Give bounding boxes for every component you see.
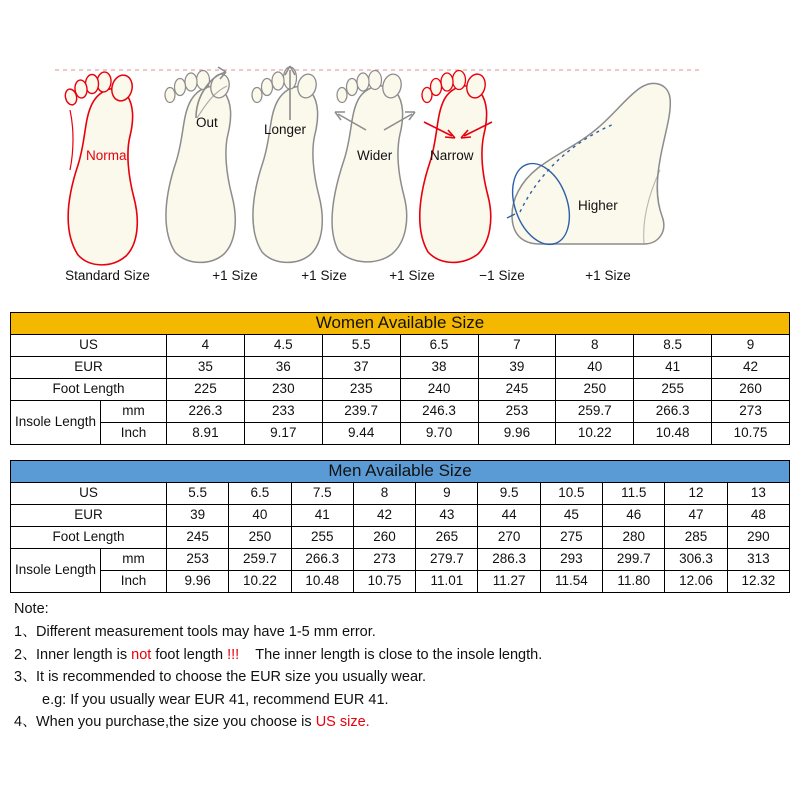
- note-text: The inner length is close to the insole length.: [239, 646, 543, 663]
- table-cell: 10.48: [291, 571, 353, 593]
- note-line: [14, 689, 784, 711]
- table-cell: 280: [603, 527, 665, 549]
- label-narrow: Narrow: [430, 148, 474, 163]
- foot-higher-profile: [502, 83, 670, 252]
- label-longer: Longer: [264, 122, 307, 137]
- foot-narrow: [420, 71, 492, 263]
- table-cell: 38: [400, 357, 478, 379]
- row-label: EUR: [11, 357, 167, 379]
- table-cell: 273: [712, 401, 790, 423]
- caption-narrow: −1 Size: [479, 268, 525, 283]
- table-cell: 36: [244, 357, 322, 379]
- table-cell: 8: [353, 483, 415, 505]
- table-cell: 239.7: [322, 401, 400, 423]
- foot-type-diagram: [0, 0, 800, 292]
- table-cell: 279.7: [416, 549, 478, 571]
- table-cell: 7: [478, 335, 556, 357]
- table-cell: 245: [167, 527, 229, 549]
- table-cell: 40: [229, 505, 291, 527]
- table-cell: 12: [665, 483, 727, 505]
- table-cell: 9.70: [400, 423, 478, 445]
- table-cell: 45: [540, 505, 602, 527]
- table-cell: 266.3: [634, 401, 712, 423]
- unit-cell: Inch: [101, 423, 167, 445]
- label-normal: Normal: [86, 148, 130, 163]
- note-text: not: [131, 646, 152, 663]
- table-cell: 11.27: [478, 571, 540, 593]
- table-cell: 48: [727, 505, 789, 527]
- table-cell: 233: [244, 401, 322, 423]
- table-cell: 250: [556, 379, 634, 401]
- table-cell: 8.91: [167, 423, 245, 445]
- note-number: 2、: [14, 646, 37, 663]
- table-cell: 11.5: [603, 483, 665, 505]
- table-cell: 10.48: [634, 423, 712, 445]
- table-cell: 8.5: [634, 335, 712, 357]
- table-row: [11, 401, 790, 423]
- table-cell: 11.01: [416, 571, 478, 593]
- caption-wider: +1 Size: [389, 268, 435, 283]
- table-cell: 41: [634, 357, 712, 379]
- table-cell: 285: [665, 527, 727, 549]
- table-cell: 260: [712, 379, 790, 401]
- row-label: Foot Length: [11, 379, 167, 401]
- row-label: US: [11, 483, 167, 505]
- table-cell: 13: [727, 483, 789, 505]
- table-title-row: [11, 461, 790, 483]
- note-block: [14, 598, 784, 734]
- note-line: [14, 711, 784, 733]
- table-row: [11, 335, 790, 357]
- note-text: Inner length is: [36, 646, 132, 663]
- table-cell: 299.7: [603, 549, 665, 571]
- note-text: !!!: [227, 646, 240, 663]
- table-cell: 250: [229, 527, 291, 549]
- note-line: [14, 666, 784, 688]
- table-cell: 11.80: [603, 571, 665, 593]
- note-text: Different measurement tools may have 1-5 mm error.: [36, 624, 376, 641]
- table-cell: 286.3: [478, 549, 540, 571]
- table-cell: 230: [244, 379, 322, 401]
- foot-wider: [332, 71, 415, 262]
- table-cell: 273: [353, 549, 415, 571]
- insole-length-label: Insole Length: [11, 401, 101, 445]
- table-cell: 5.5: [167, 483, 229, 505]
- table-row: [11, 379, 790, 401]
- foot-longer: [252, 66, 322, 262]
- table-cell: 226.3: [167, 401, 245, 423]
- table-cell: 253: [478, 401, 556, 423]
- table-cell: 265: [416, 527, 478, 549]
- table-cell: 235: [322, 379, 400, 401]
- note-text: When you purchase,the size you choose is: [36, 714, 316, 731]
- table-row: [11, 527, 790, 549]
- table-cell: 306.3: [665, 549, 727, 571]
- note-number: 4、: [14, 714, 37, 731]
- table-cell: 10.22: [556, 423, 634, 445]
- note-number: 1、: [14, 624, 37, 641]
- note-line: [14, 644, 784, 666]
- note-text: e.g: If you usually wear EUR 41, recommend EUR 41.: [42, 691, 389, 708]
- table-cell: 46: [603, 505, 665, 527]
- table-cell: 255: [291, 527, 353, 549]
- table-row: [11, 571, 790, 593]
- caption-higher: +1 Size: [585, 268, 631, 283]
- table-row: [11, 357, 790, 379]
- table-cell: 266.3: [291, 549, 353, 571]
- note-number: 3、: [14, 669, 37, 686]
- table-title: Men Available Size: [11, 461, 790, 483]
- table-cell: 47: [665, 505, 727, 527]
- table-cell: 240: [400, 379, 478, 401]
- table-cell: 245: [478, 379, 556, 401]
- table-title: Women Available Size: [11, 313, 790, 335]
- table-cell: 43: [416, 505, 478, 527]
- unit-cell: mm: [101, 401, 167, 423]
- table-cell: 39: [167, 505, 229, 527]
- table-title-row: [11, 313, 790, 335]
- table-cell: 10.5: [540, 483, 602, 505]
- table-cell: 275: [540, 527, 602, 549]
- table-row: [11, 549, 790, 571]
- table-cell: 246.3: [400, 401, 478, 423]
- table-cell: 253: [167, 549, 229, 571]
- foot-out: [165, 67, 235, 262]
- unit-cell: Inch: [101, 571, 167, 593]
- caption-standard-size: Standard Size: [65, 268, 150, 283]
- table-cell: 35: [167, 357, 245, 379]
- caption-out: +1 Size: [212, 268, 258, 283]
- table-cell: 8: [556, 335, 634, 357]
- label-higher: Higher: [578, 198, 618, 213]
- table-cell: 9: [416, 483, 478, 505]
- table-cell: 259.7: [229, 549, 291, 571]
- table-cell: 4.5: [244, 335, 322, 357]
- table-cell: 12.32: [727, 571, 789, 593]
- table-cell: 225: [167, 379, 245, 401]
- table-cell: 9.17: [244, 423, 322, 445]
- table-row: [11, 423, 790, 445]
- table-cell: 11.54: [540, 571, 602, 593]
- table-row: [11, 505, 790, 527]
- table-cell: 10.75: [353, 571, 415, 593]
- row-label: EUR: [11, 505, 167, 527]
- foot-diagram-svg: [0, 0, 800, 292]
- table-cell: 10.22: [229, 571, 291, 593]
- table-cell: 10.75: [712, 423, 790, 445]
- table-cell: 12.06: [665, 571, 727, 593]
- table-cell: 44: [478, 505, 540, 527]
- insole-length-label: Insole Length: [11, 549, 101, 593]
- row-label: Foot Length: [11, 527, 167, 549]
- table-cell: 42: [353, 505, 415, 527]
- note-title: Note:: [14, 601, 49, 617]
- women-size-table: [10, 312, 790, 445]
- unit-cell: mm: [101, 549, 167, 571]
- table-cell: 39: [478, 357, 556, 379]
- table-cell: 41: [291, 505, 353, 527]
- table-cell: 7.5: [291, 483, 353, 505]
- table-cell: 259.7: [556, 401, 634, 423]
- table-cell: 42: [712, 357, 790, 379]
- table-cell: 255: [634, 379, 712, 401]
- label-wider: Wider: [357, 148, 393, 163]
- table-cell: 260: [353, 527, 415, 549]
- note-text: foot length: [151, 646, 228, 663]
- table-cell: 6.5: [229, 483, 291, 505]
- table-cell: 40: [556, 357, 634, 379]
- table-cell: 5.5: [322, 335, 400, 357]
- table-cell: 9.44: [322, 423, 400, 445]
- table-cell: 9: [712, 335, 790, 357]
- label-out: Out: [196, 115, 218, 130]
- table-cell: 9.96: [478, 423, 556, 445]
- table-cell: 290: [727, 527, 789, 549]
- table-cell: 9.96: [167, 571, 229, 593]
- table-cell: 9.5: [478, 483, 540, 505]
- men-size-table: [10, 460, 790, 593]
- table-cell: 293: [540, 549, 602, 571]
- note-text: US size.: [315, 714, 370, 731]
- note-text: It is recommended to choose the EUR size you usually wear.: [36, 669, 427, 686]
- foot-normal: [64, 71, 138, 265]
- caption-longer: +1 Size: [301, 268, 347, 283]
- row-label: US: [11, 335, 167, 357]
- table-cell: 37: [322, 357, 400, 379]
- table-cell: 4: [167, 335, 245, 357]
- table-cell: 6.5: [400, 335, 478, 357]
- note-line: [14, 621, 784, 643]
- table-row: [11, 483, 790, 505]
- table-cell: 313: [727, 549, 789, 571]
- foot-caption-row: [0, 268, 800, 283]
- table-cell: 270: [478, 527, 540, 549]
